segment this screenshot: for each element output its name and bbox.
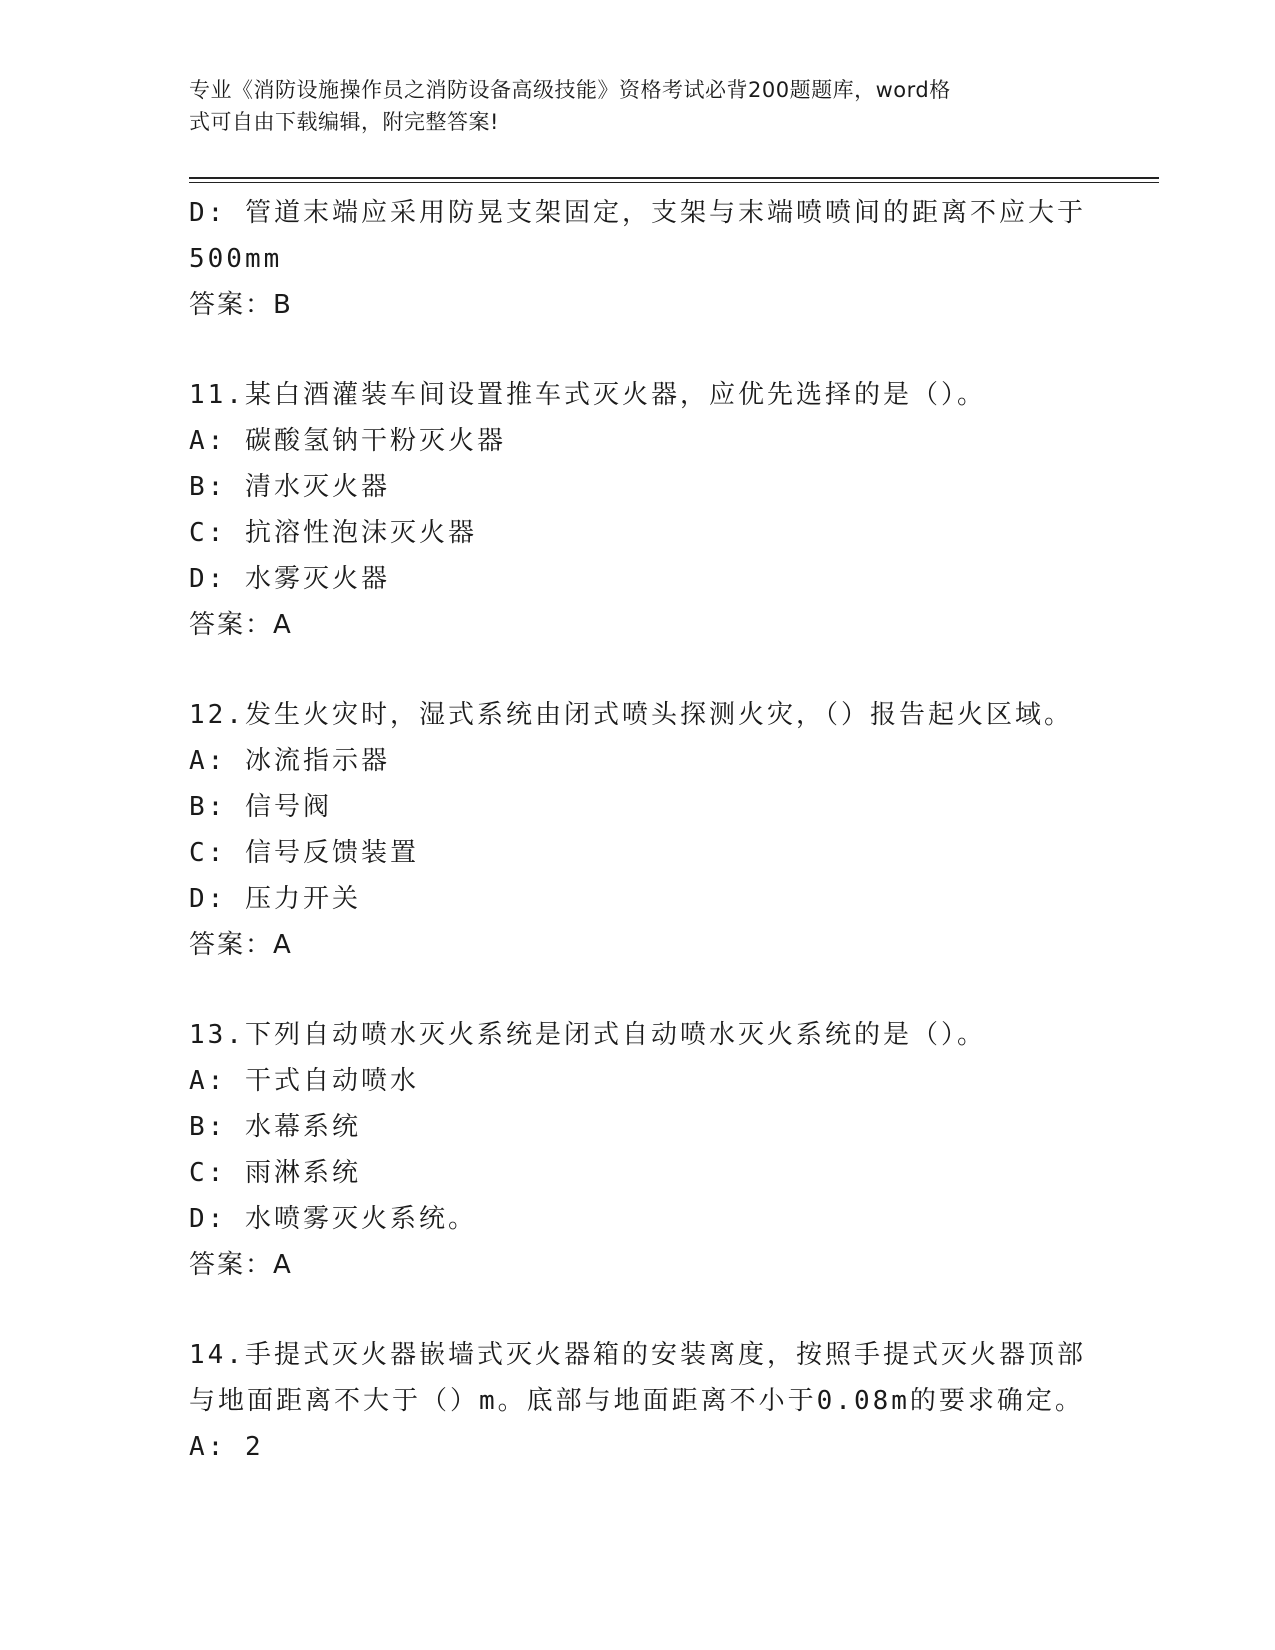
question-10-tail (189, 190, 1089, 328)
option-c: C: 信号反馈装置 (189, 838, 419, 868)
question-stem: 11.某白酒灌装车间设置推车式灭火器，应优先选择的是（）。 (189, 380, 986, 410)
option-d: D: 管道末端应采用防晃支架固定，支架与末端喷喷间的距离不应大于 (189, 198, 1086, 228)
header-line-2: 式可自由下载编辑，附完整答案! (189, 110, 499, 134)
option-d: D: 水雾灭火器 (189, 564, 390, 594)
header-line-1: 专业《消防设施操作员之消防设备高级技能》资格考试必背200题题库，word格 (189, 78, 951, 102)
answer: 答案：A (189, 930, 293, 960)
option-c: C: 雨淋系统 (189, 1158, 361, 1188)
question-stem-continued: 与地面距离不大于（）m。底部与地面距离不小于0.08m的要求确定。 (189, 1386, 1084, 1416)
option-c: C: 抗溶性泡沫灭火器 (189, 518, 477, 548)
option-d-continued: 500mm (189, 244, 283, 274)
option-b: B: 信号阀 (189, 792, 332, 822)
option-b: B: 清水灭火器 (189, 472, 390, 502)
option-b: B: 水幕系统 (189, 1112, 361, 1142)
option-a: A: 冰流指示器 (189, 746, 390, 776)
header-rule-thick (189, 177, 1159, 179)
header-rule-thin (189, 182, 1159, 183)
question-list (189, 190, 1089, 1470)
question-stem: 14.手提式灭火器嵌墙式灭火器箱的安装离度，按照手提式灭火器顶部 (189, 1340, 1086, 1370)
question-stem: 12.发生火灾时，湿式系统由闭式喷头探测火灾，（）报告起火区域。 (189, 700, 1073, 730)
answer: 答案：A (189, 610, 293, 640)
question-stem: 13.下列自动喷水灭火系统是闭式自动喷水灭火系统的是（）。 (189, 1020, 986, 1050)
option-a: A: 干式自动喷水 (189, 1066, 419, 1096)
answer: 答案：B (189, 290, 293, 320)
question-11 (189, 372, 1089, 648)
question-14 (189, 1332, 1089, 1470)
option-d: D: 压力开关 (189, 884, 361, 914)
option-d: D: 水喷雾灭火系统。 (189, 1204, 477, 1234)
option-a: A: 2 (189, 1432, 264, 1462)
answer: 答案：A (189, 1250, 293, 1280)
question-13 (189, 1012, 1089, 1288)
option-a: A: 碳酸氢钠干粉灭火器 (189, 426, 506, 456)
question-12 (189, 692, 1089, 968)
document-header (189, 74, 1089, 138)
